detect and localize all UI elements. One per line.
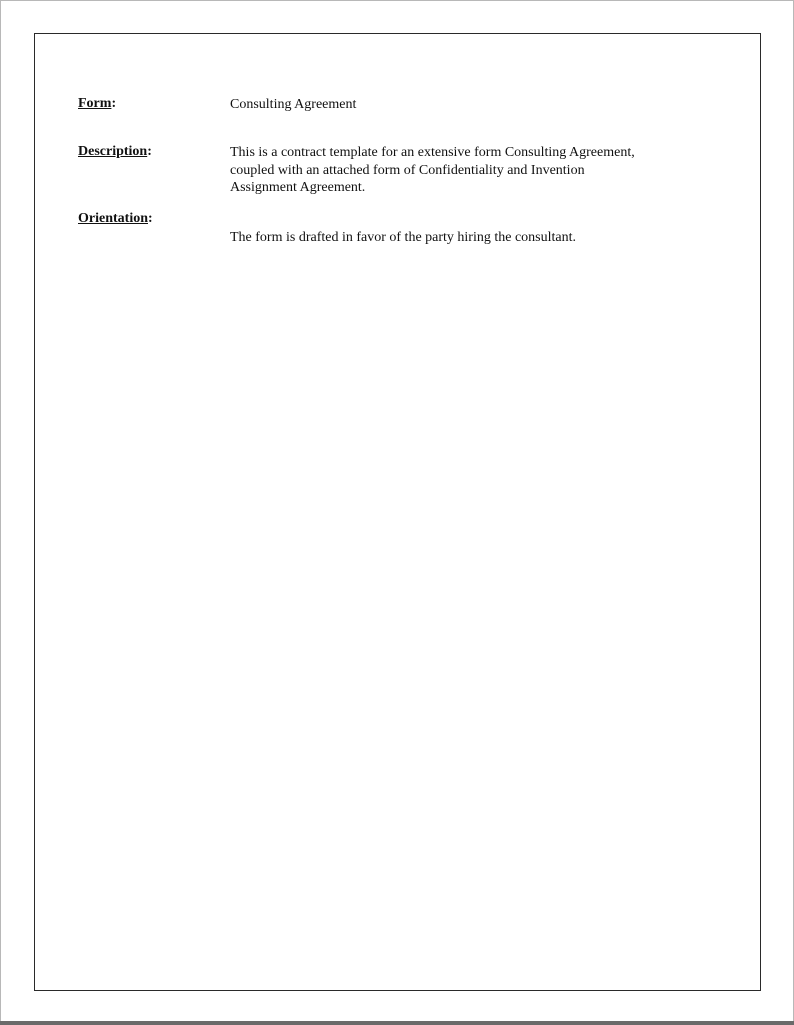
description-label [78,144,152,160]
form-label-text: Form [78,96,112,111]
orientation-value: The form is drafted in favor of the party hiring the consultant. [230,230,577,245]
description-label-colon: : [147,144,152,159]
bottom-edge-bar [0,1021,794,1025]
description-line-3: Assignment Agreement. [230,180,366,195]
description-line-1: This is a contract template for an extensive form Consulting Agreement, [230,145,635,160]
orientation-label [78,211,153,227]
description-value [230,144,700,197]
orientation-label-colon: : [148,211,153,226]
form-value: Consulting Agreement [230,97,357,112]
description-line-2: coupled with an attached form of Confidentiality and Invention [230,162,585,178]
form-label-colon: : [111,96,117,111]
form-label [78,96,116,112]
description-label-text: Description [78,144,148,159]
orientation-label-text: Orientation [78,211,148,226]
